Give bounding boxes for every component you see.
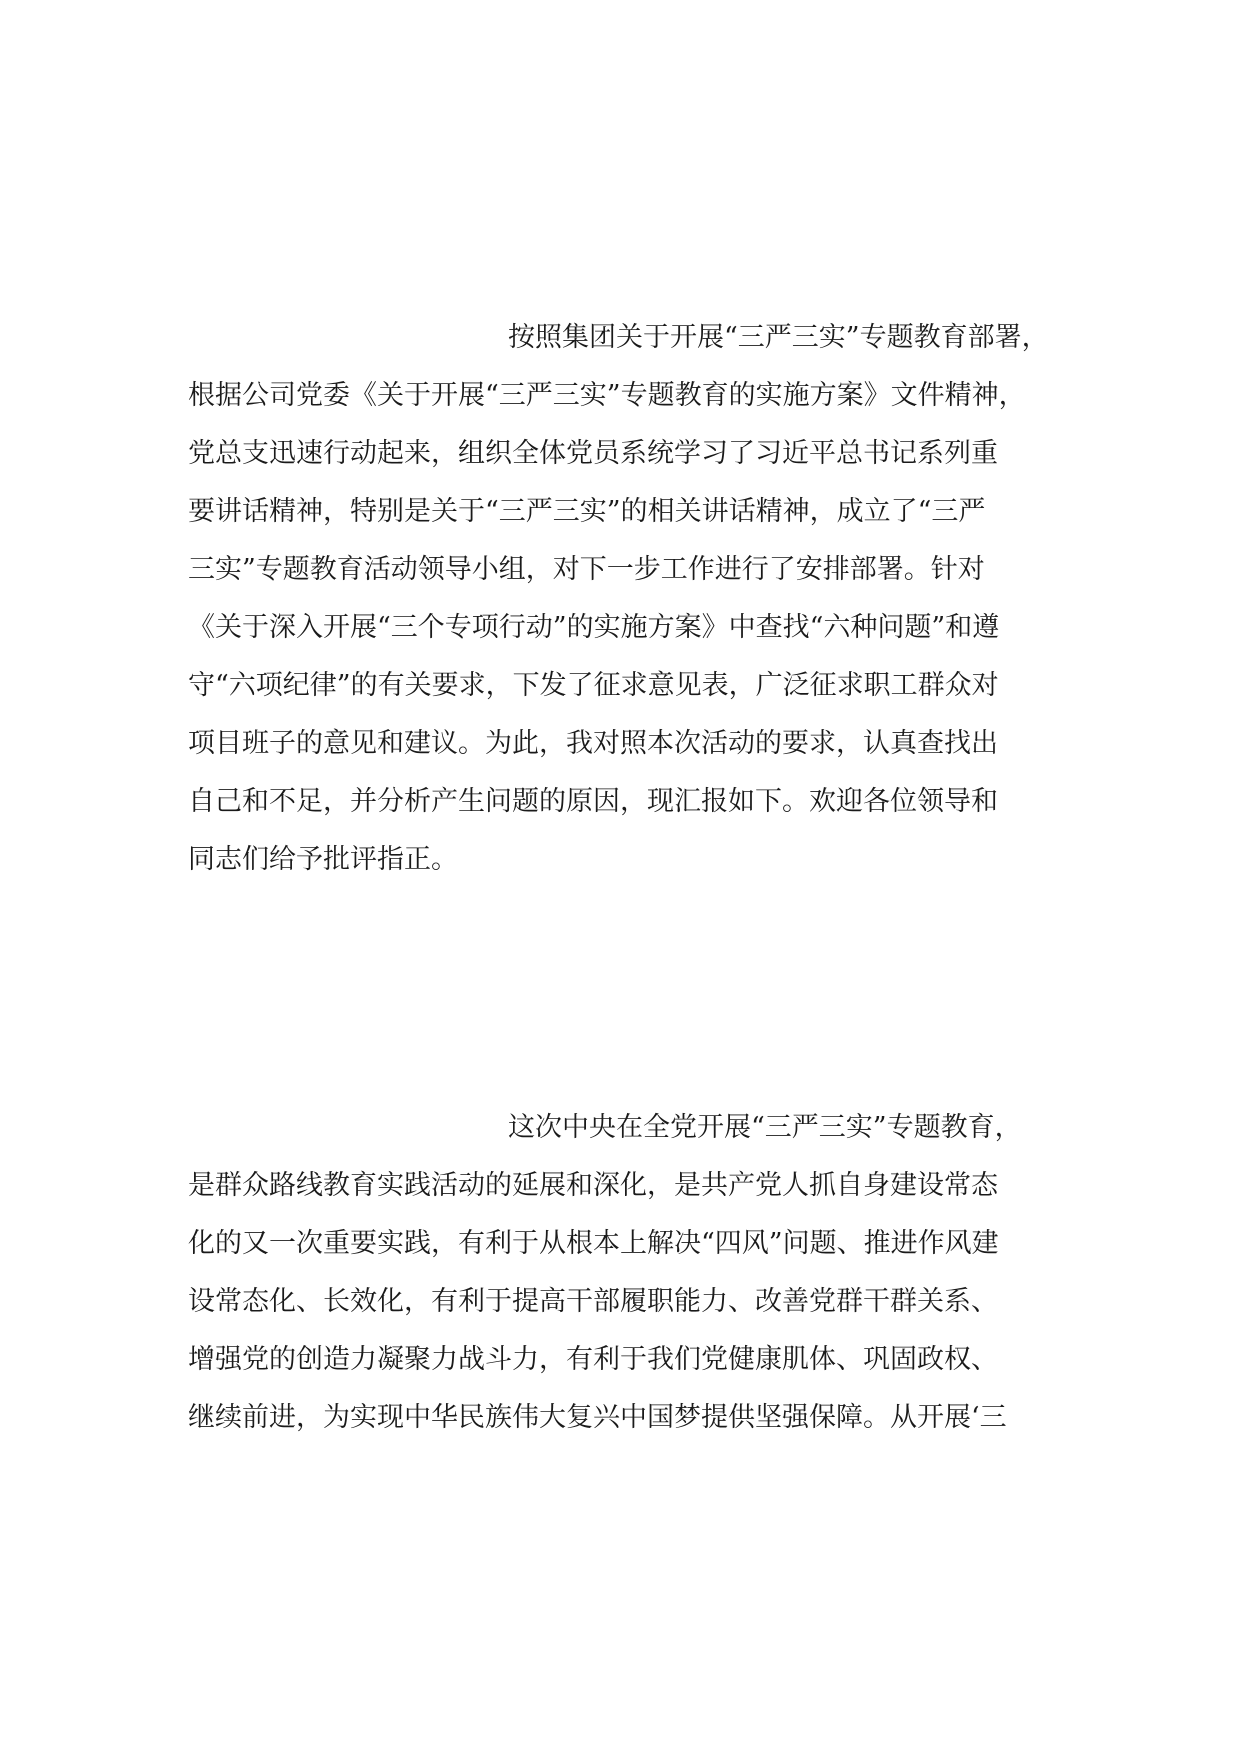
text-line: 党总支迅速行动起来，组织全体党员系统学习了习近平总书记系列重	[188, 438, 998, 469]
text-line: 自己和不足，并分析产生问题的原因，现汇报如下。欢迎各位领导和	[188, 786, 998, 817]
text-line: 化的又一次重要实践，有利于从根本上解决“四风”问题、推进作风建	[188, 1228, 999, 1259]
text-line: 是群众路线教育实践活动的延展和深化，是共产党人抓自身建设常态	[188, 1170, 998, 1201]
text-line: 要讲话精神，特别是关于“三严三实”的相关讲话精神，成立了“三严	[188, 496, 986, 527]
text-line: 这次中央在全党开展“三严三实”专题教育，	[508, 1112, 1022, 1143]
text-line: 继续前进，为实现中华民族伟大复兴中国梦提供坚强保障。从开展‘三	[188, 1402, 1007, 1433]
text-line: 项目班子的意见和建议。为此，我对照本次活动的要求，认真查找出	[188, 728, 998, 759]
text-line: 根据公司党委《关于开展“三严三实”专题教育的实施方案》文件精神，	[188, 380, 1026, 411]
text-line: 设常态化、长效化，有利于提高干部履职能力、改善党群干群关系、	[188, 1286, 998, 1317]
text-line: 守“六项纪律”的有关要求，下发了征求意见表，广泛征求职工群众对	[188, 670, 999, 701]
text-line: 《关于深入开展“三个专项行动”的实施方案》中查找“六种问题”和遵	[188, 612, 1000, 643]
text-line: 按照集团关于开展“三严三实”专题教育部署，	[508, 322, 1049, 353]
text-line: 同志们给予批评指正。	[188, 844, 458, 875]
text-line: 增强党的创造力凝聚力战斗力，有利于我们党健康肌体、巩固政权、	[188, 1344, 998, 1375]
text-line: 三实”专题教育活动领导小组，对下一步工作进行了安排部署。针对	[188, 554, 985, 585]
